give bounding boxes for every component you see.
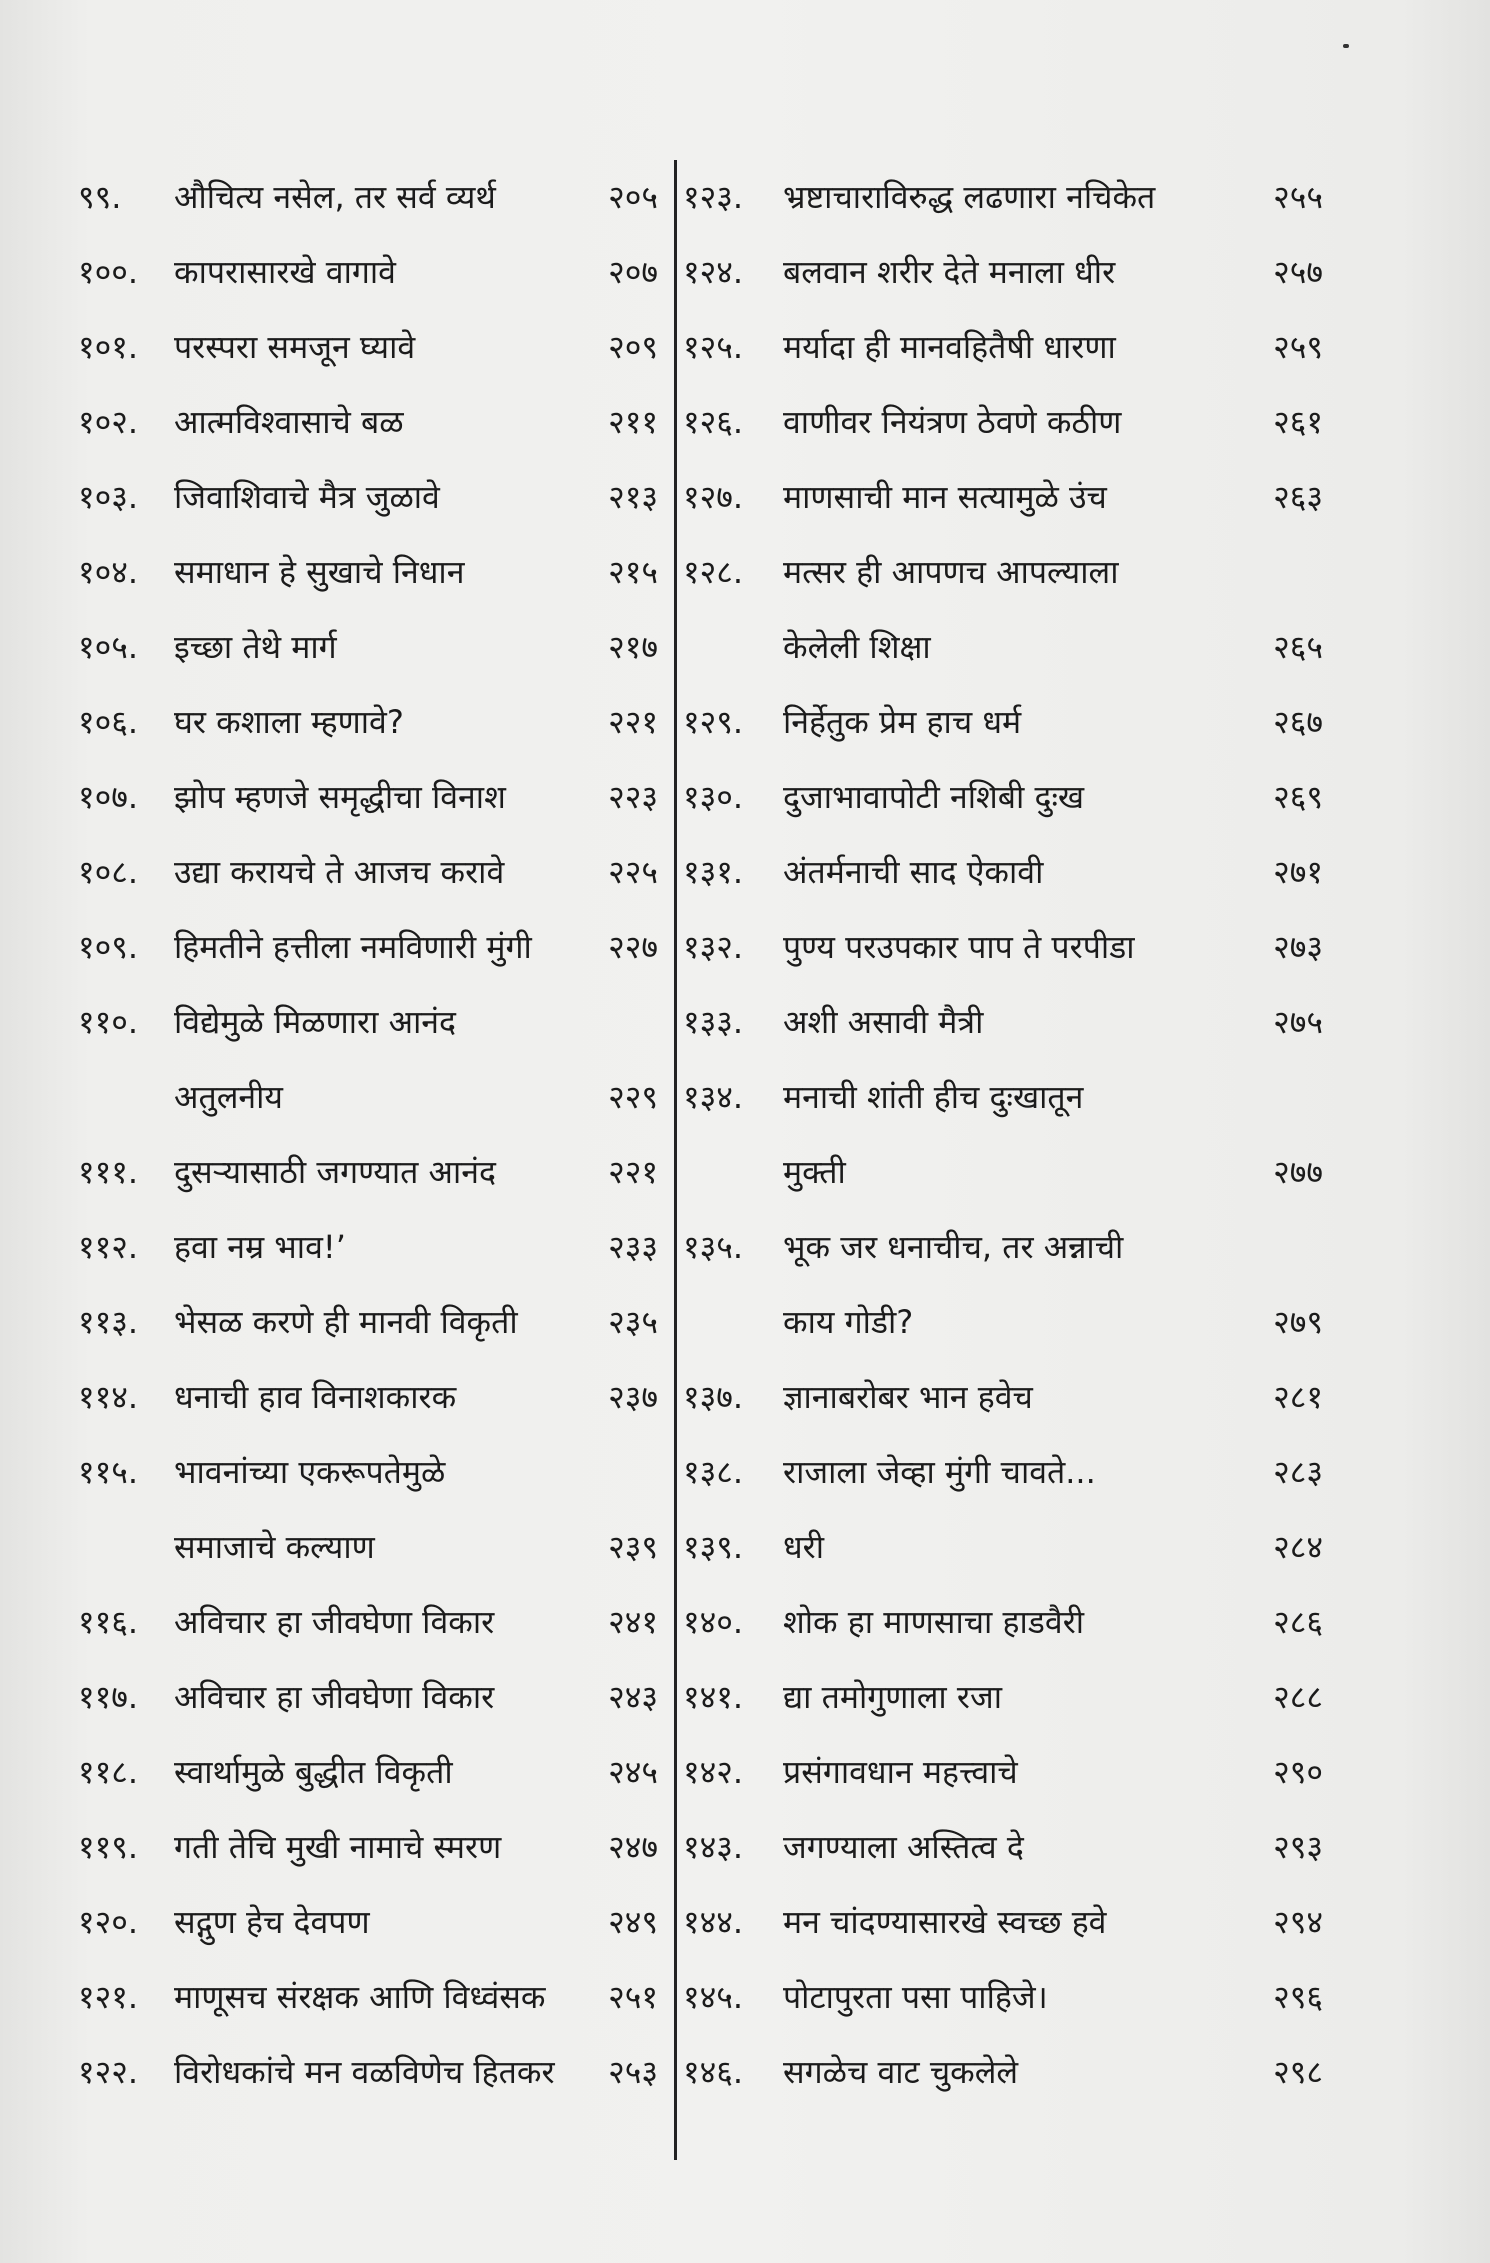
toc-entry (78, 1285, 658, 1360)
page-number: २९० (1273, 1753, 1323, 1791)
chapter-title: दुजाभावापोटी नशिबी दुःख (783, 778, 1085, 816)
toc-entry (683, 235, 1323, 310)
toc-entry (78, 1435, 658, 1585)
chapter-number: १११. (78, 1153, 139, 1191)
chapter-title-continued: काय गोडी? (783, 1303, 914, 1341)
chapter-title: समाधान हे सुखाचे निधान (174, 553, 465, 591)
page-number: २७९ (1273, 1303, 1323, 1341)
chapter-number: ११३. (78, 1303, 139, 1341)
chapter-title: ज्ञानाबरोबर भान हवेच (783, 1378, 1033, 1416)
toc-entry (683, 310, 1323, 385)
chapter-title: शोक हा माणसाचा हाडवैरी (783, 1603, 1085, 1641)
page-number: २६७ (1273, 703, 1323, 741)
toc-entry (78, 1810, 658, 1885)
toc-entry (78, 235, 658, 310)
chapter-number: ११५. (78, 1453, 139, 1491)
chapter-title: औचित्य नसेल, तर सर्व व्यर्थ (174, 178, 496, 216)
toc-entry (78, 2035, 658, 2110)
toc-entry (78, 1735, 658, 1810)
toc-entry (683, 1360, 1323, 1435)
chapter-title-continued: अतुलनीय (174, 1078, 283, 1116)
chapter-number: १३२. (683, 928, 744, 966)
chapter-title: हवा नम्र भाव!’ (174, 1228, 346, 1266)
page-number: २५७ (1273, 253, 1323, 291)
chapter-title: अशी असावी मैत्री (783, 1003, 984, 1041)
toc-entry (78, 1960, 658, 2035)
page-number: २६१ (1273, 403, 1323, 441)
toc-entry (683, 835, 1323, 910)
chapter-title: इच्छा तेथे मार्ग (174, 628, 337, 666)
toc-entry (78, 385, 658, 460)
chapter-title: कापरासारखे वागावे (174, 253, 396, 291)
toc-entry (78, 535, 658, 610)
toc-entry (78, 835, 658, 910)
chapter-title: दुसऱ्यासाठी जगण्यात आनंद (174, 1153, 497, 1191)
page-number: २४७ (608, 1828, 658, 1866)
page-number: २८१ (1273, 1378, 1323, 1416)
page-number: २५९ (1273, 328, 1323, 366)
page-number: २५१ (608, 1978, 658, 2016)
chapter-number: १२२. (78, 2053, 139, 2091)
chapter-number: ११२. (78, 1228, 139, 1266)
chapter-number: १३०. (683, 778, 744, 816)
chapter-title: सगळेच वाट चुकलेले (783, 2053, 1019, 2091)
toc-entry (78, 1885, 658, 1960)
chapter-title: धनाची हाव विनाशकारक (174, 1378, 457, 1416)
toc-entry (683, 1885, 1323, 1960)
chapter-number: १०९. (78, 928, 139, 966)
toc-entry (78, 610, 658, 685)
toc-entry (683, 1210, 1323, 1360)
chapter-number: १३४. (683, 1078, 744, 1116)
chapter-title: मन चांदण्यासारखे स्वच्छ हवे (783, 1903, 1107, 1941)
chapter-number: १४२. (683, 1753, 744, 1791)
chapter-title: मत्सर ही आपणच आपल्याला (783, 553, 1119, 591)
chapter-number: १४५. (683, 1978, 744, 2016)
toc-entry (683, 1060, 1323, 1210)
page-number: २४९ (608, 1903, 658, 1941)
chapter-number: १२४. (683, 253, 744, 291)
page-number: २३३ (608, 1228, 658, 1266)
toc-entry (683, 1735, 1323, 1810)
toc-entry (683, 460, 1323, 535)
chapter-title: स्वार्थामुळे बुद्धीत विकृती (174, 1753, 453, 1791)
page-number: २६९ (1273, 778, 1323, 816)
chapter-number: १२९. (683, 703, 744, 741)
toc-entry (78, 460, 658, 535)
chapter-title-continued: समाजाचे कल्याण (174, 1528, 375, 1566)
page-number: २७३ (1273, 928, 1323, 966)
chapter-number: ११४. (78, 1378, 139, 1416)
toc-entry (683, 985, 1323, 1060)
chapter-title: पुण्य परउपकार पाप ते परपीडा (783, 928, 1135, 966)
chapter-title: भ्रष्टाचाराविरुद्ध लढणारा नचिकेत (783, 178, 1156, 216)
page-number: २७५ (1273, 1003, 1323, 1041)
toc-entry (683, 1660, 1323, 1735)
chapter-number: १०१. (78, 328, 139, 366)
chapter-title: धरी (783, 1528, 825, 1566)
chapter-number: १०८. (78, 853, 139, 891)
chapter-title: राजाला जेव्हा मुंगी चावते... (783, 1453, 1096, 1491)
page-number: २०९ (608, 328, 658, 366)
chapter-title: मर्यादा ही मानवहितैषी धारणा (783, 328, 1116, 366)
toc-entry (683, 385, 1323, 460)
page-number: २२१ (608, 703, 658, 741)
chapter-title: जिवाशिवाचे मैत्र जुळावे (174, 478, 440, 516)
chapter-number: ११६. (78, 1603, 139, 1641)
toc-entry (78, 910, 658, 985)
page-number: २१५ (608, 553, 658, 591)
chapter-title: प्रसंगावधान महत्त्वाचे (783, 1753, 1018, 1791)
page-number: २३५ (608, 1303, 658, 1341)
toc-entry (683, 1435, 1323, 1510)
toc-entry (683, 1585, 1323, 1660)
toc-entry (683, 1960, 1323, 2035)
chapter-number: १२५. (683, 328, 744, 366)
toc-entry (683, 535, 1323, 685)
toc-entry (683, 1810, 1323, 1885)
page-number: २५५ (1273, 178, 1323, 216)
chapter-number: ११७. (78, 1678, 139, 1716)
chapter-title: द्या तमोगुणाला रजा (783, 1678, 1003, 1716)
chapter-number: १३१. (683, 853, 744, 891)
page-number: २८८ (1273, 1678, 1323, 1716)
chapter-number: १४१. (683, 1678, 744, 1716)
page-number: २१७ (608, 628, 658, 666)
page-number: २०५ (608, 178, 658, 216)
chapter-title: अंतर्मनाची साद ऐकावी (783, 853, 1044, 891)
toc-entry (683, 2035, 1323, 2110)
page-number: २२३ (608, 778, 658, 816)
chapter-title: विद्येमुळे मिळणारा आनंद (174, 1003, 457, 1041)
chapter-number: १४३. (683, 1828, 744, 1866)
chapter-title: भेसळ करणे ही मानवी विकृती (174, 1303, 518, 1341)
page-number: २७१ (1273, 853, 1323, 891)
page-number: २९४ (1273, 1903, 1323, 1941)
chapter-number: १०४. (78, 553, 139, 591)
chapter-title: मनाची शांती हीच दुःखातून (783, 1078, 1084, 1116)
chapter-number: १३५. (683, 1228, 744, 1266)
page-number: २८४ (1273, 1528, 1323, 1566)
toc-entry (683, 910, 1323, 985)
chapter-title: भूक जर धनाचीच, तर अन्नाची (783, 1228, 1124, 1266)
chapter-title: वाणीवर नियंत्रण ठेवणे कठीण (783, 403, 1122, 441)
toc-entry (78, 760, 658, 835)
chapter-title: हिमतीने हत्तीला नमविणारी मुंगी (174, 928, 532, 966)
toc-entry (78, 1135, 658, 1210)
ink-speck (1343, 44, 1349, 48)
chapter-number: १४६. (683, 2053, 744, 2091)
chapter-number: १४०. (683, 1603, 744, 1641)
chapter-number: १२०. (78, 1903, 139, 1941)
page-number: २३९ (608, 1528, 658, 1566)
chapter-number: १३३. (683, 1003, 744, 1041)
chapter-title: निर्हेतुक प्रेम हाच धर्म (783, 703, 1022, 741)
chapter-title: माणसाची मान सत्यामुळे उंच (783, 478, 1107, 516)
page-number: २६५ (1273, 628, 1323, 666)
chapter-number: १०६. (78, 703, 139, 741)
toc-entry (683, 685, 1323, 760)
toc-entry (683, 1510, 1323, 1585)
chapter-title-continued: केलेली शिक्षा (783, 628, 931, 666)
page-number: २९३ (1273, 1828, 1323, 1866)
page-number: २८६ (1273, 1603, 1323, 1641)
chapter-number: १३७. (683, 1378, 744, 1416)
chapter-number: १००. (78, 253, 139, 291)
page-number: २२१ (608, 1153, 658, 1191)
page-number: २९८ (1273, 2053, 1323, 2091)
chapter-title: पोटापुरता पसा पाहिजे। (783, 1978, 1048, 2016)
toc-entry (78, 1360, 658, 1435)
page-number: २२९ (608, 1078, 658, 1116)
chapter-number: १३९. (683, 1528, 744, 1566)
chapter-number: १२१. (78, 1978, 139, 2016)
page-number: २२७ (608, 928, 658, 966)
chapter-number: ११०. (78, 1003, 139, 1041)
page-number: २०७ (608, 253, 658, 291)
page-number: २९६ (1273, 1978, 1323, 2016)
chapter-number: १०३. (78, 478, 139, 516)
table-of-contents (78, 160, 1323, 2160)
chapter-number: ११८. (78, 1753, 139, 1791)
chapter-title: परस्परा समजून घ्यावे (174, 328, 416, 366)
chapter-number: १०५. (78, 628, 139, 666)
toc-entry (683, 160, 1323, 235)
chapter-title: बलवान शरीर देते मनाला धीर (783, 253, 1116, 291)
page-number: २७७ (1273, 1153, 1323, 1191)
chapter-number: १२७. (683, 478, 744, 516)
chapter-number: ९९. (78, 178, 122, 216)
page-number: २२५ (608, 853, 658, 891)
toc-entry (78, 1585, 658, 1660)
page-number: २११ (608, 403, 658, 441)
chapter-title: घर कशाला म्हणावे? (174, 703, 404, 741)
chapter-number: १२६. (683, 403, 744, 441)
chapter-title-continued: मुक्ती (783, 1153, 846, 1191)
chapter-title: अविचार हा जीवघेणा विकार (174, 1678, 495, 1716)
page-number: २३७ (608, 1378, 658, 1416)
chapter-title: जगण्याला अस्तित्व दे (783, 1828, 1024, 1866)
toc-left-column (78, 160, 658, 2110)
chapter-title: झोप म्हणजे समृद्धीचा विनाश (174, 778, 506, 816)
chapter-number: १०२. (78, 403, 139, 441)
chapter-title: माणूसच संरक्षक आणि विध्वंसक (174, 1978, 546, 2016)
page-number: २४५ (608, 1753, 658, 1791)
chapter-number: १०७. (78, 778, 139, 816)
page-number: २१३ (608, 478, 658, 516)
toc-entry (78, 310, 658, 385)
page-number: २४१ (608, 1603, 658, 1641)
page-number: २५३ (608, 2053, 658, 2091)
chapter-number: १३८. (683, 1453, 744, 1491)
toc-entry (78, 1210, 658, 1285)
chapter-number: १२८. (683, 553, 744, 591)
toc-entry (78, 1660, 658, 1735)
page-number: २६३ (1273, 478, 1323, 516)
page-number: २८३ (1273, 1453, 1323, 1491)
chapter-title: विरोधकांचे मन वळविणेच हितकर (174, 2053, 555, 2091)
column-divider (674, 160, 677, 2160)
chapter-title: उद्या करायचे ते आजच करावे (174, 853, 505, 891)
chapter-number: १४४. (683, 1903, 744, 1941)
chapter-title: सद्गुण हेच देवपण (174, 1903, 370, 1941)
toc-right-column (683, 160, 1323, 2110)
toc-entry (78, 985, 658, 1135)
chapter-title: गती तेचि मुखी नामाचे स्मरण (174, 1828, 502, 1866)
toc-entry (78, 685, 658, 760)
chapter-number: ११९. (78, 1828, 139, 1866)
toc-entry (78, 160, 658, 235)
page-number: २४३ (608, 1678, 658, 1716)
chapter-number: १२३. (683, 178, 744, 216)
chapter-title: अविचार हा जीवघेणा विकार (174, 1603, 495, 1641)
chapter-title: आत्मविश्वासाचे बळ (174, 403, 404, 441)
chapter-title: भावनांच्या एकरूपतेमुळे (174, 1453, 446, 1491)
toc-entry (683, 760, 1323, 835)
